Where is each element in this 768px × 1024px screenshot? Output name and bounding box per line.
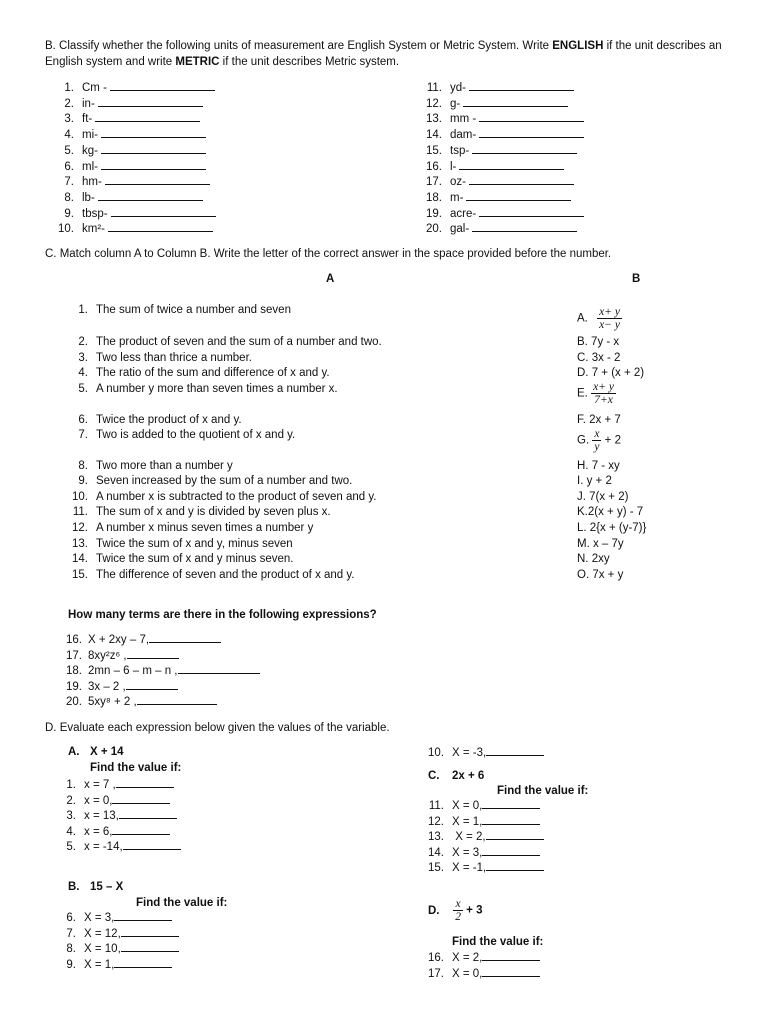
- item-number: 12.: [426, 97, 442, 110]
- expr-d: [428, 898, 482, 923]
- value-item: [60, 824, 170, 839]
- item-number: 19.: [66, 680, 82, 693]
- fraction: [592, 428, 601, 453]
- answer-blank[interactable]: [472, 143, 577, 154]
- match-item: [66, 459, 233, 473]
- unit-item: [52, 174, 210, 189]
- item-number: 17.: [428, 967, 444, 980]
- item-number: 2.: [78, 336, 88, 348]
- match-item: [66, 568, 355, 582]
- item-number: 1.: [78, 304, 88, 316]
- answer-blank[interactable]: [119, 808, 177, 819]
- item-number: 10.: [58, 223, 74, 236]
- answer-blank[interactable]: [116, 777, 174, 788]
- answer-blank[interactable]: [112, 793, 170, 804]
- answer-blank[interactable]: [137, 694, 217, 705]
- item-number: 4.: [78, 367, 88, 379]
- item-number: 3.: [78, 352, 88, 364]
- part-d-instructions: D. Evaluate each expression below given the values of the variable.: [45, 722, 390, 734]
- part-b-instructions: [45, 38, 735, 70]
- item-number: 6.: [66, 912, 76, 924]
- value-item: [60, 957, 172, 972]
- part-c-instructions: C. Match column A to Column B. Write the letter of the correct answer in the space provided before the number.: [45, 248, 612, 260]
- answer-blank[interactable]: [98, 190, 203, 201]
- item-text: mm -: [450, 113, 477, 126]
- instruction-text: if the unit describes an English system and write: [45, 40, 722, 68]
- item-text: X = 3,: [452, 846, 483, 859]
- terms-heading: How many terms are there in the following expressions?: [68, 609, 377, 621]
- item-text: 5xy⁸ + 2 ,: [88, 696, 137, 708]
- item-text: The ratio of the sum and difference of x and y.: [96, 367, 330, 379]
- item-text: Two more than a number y: [96, 460, 233, 472]
- column-a-heading: A: [326, 273, 335, 285]
- item-number: 9.: [64, 207, 74, 220]
- unit-item: [52, 143, 206, 158]
- value-item: [424, 860, 544, 875]
- expr-text: X + 14: [90, 746, 124, 758]
- find-value-heading: Find the value if:: [136, 897, 228, 909]
- item-number: 17.: [66, 649, 82, 662]
- value-item: [424, 950, 540, 965]
- expression-tail: + 2: [604, 434, 621, 447]
- answer-a: [577, 306, 622, 331]
- fraction: [453, 898, 463, 923]
- answer-blank[interactable]: [126, 679, 178, 690]
- item-number: 15.: [72, 569, 88, 581]
- item-number: 7.: [78, 429, 88, 441]
- value-item: [60, 839, 181, 854]
- value-item: [424, 845, 540, 860]
- item-text: Two is added to the quotient of x and y.: [96, 429, 296, 441]
- value-item: [424, 829, 544, 844]
- item-number: 14.: [72, 553, 88, 565]
- answer-blank[interactable]: [127, 648, 179, 659]
- match-item: [66, 428, 295, 442]
- item-text: x = 7 ,: [84, 779, 116, 791]
- answer-blank[interactable]: [114, 910, 172, 921]
- term-item: [66, 679, 178, 694]
- answer-b: B. 7y - x: [577, 336, 620, 348]
- term-item: [66, 694, 217, 709]
- item-text: Twice the sum of x and y minus seven.: [96, 553, 294, 565]
- find-value-heading: Find the value if:: [90, 762, 182, 774]
- answer-blank[interactable]: [482, 845, 540, 856]
- item-text: kg-: [82, 144, 98, 157]
- item-number: 4.: [64, 129, 74, 142]
- value-item: [60, 808, 177, 823]
- item-number: 18.: [66, 665, 82, 677]
- answer-d: D. 7 + (x + 2): [577, 367, 645, 379]
- item-text: The sum of x and y is divided by seven plus x.: [96, 506, 331, 518]
- fraction: [597, 306, 622, 331]
- item-number: 13.: [426, 113, 442, 126]
- answer-label: A.: [577, 312, 588, 325]
- item-text: Twice the sum of x and y, minus seven: [96, 538, 293, 550]
- item-number: 6.: [78, 414, 88, 426]
- expr-text: 2x + 6: [452, 770, 485, 782]
- answer-c: C. 3x - 2: [577, 352, 621, 364]
- answer-blank[interactable]: [486, 829, 544, 840]
- item-number: 9.: [78, 475, 88, 487]
- unit-item: [52, 80, 215, 95]
- answer-blank[interactable]: [482, 814, 540, 825]
- item-text: hm-: [82, 176, 102, 189]
- expr-c: [428, 769, 484, 783]
- term-item: [66, 632, 221, 647]
- item-text: Seven increased by the sum of a number and two.: [96, 475, 353, 487]
- expr-label: A.: [68, 746, 80, 758]
- answer-l: L. 2{x + (y-7)}: [577, 522, 647, 534]
- item-number: 8.: [64, 191, 74, 204]
- unit-item: [420, 127, 584, 142]
- unit-item: [420, 80, 574, 95]
- match-item: [66, 490, 376, 504]
- item-number: 4.: [66, 825, 76, 838]
- match-item: [66, 366, 330, 380]
- item-text: The difference of seven and the product of x and y.: [96, 569, 355, 581]
- item-number: 9.: [66, 958, 76, 971]
- item-number: 12.: [72, 522, 88, 534]
- answer-blank[interactable]: [178, 663, 260, 674]
- value-item: [60, 777, 174, 792]
- match-item: [66, 413, 242, 427]
- match-item: [66, 474, 352, 488]
- item-text: x = 6,: [84, 825, 113, 838]
- item-text: in-: [82, 97, 95, 110]
- item-text: Cm -: [82, 82, 107, 94]
- item-number: 11.: [426, 82, 442, 94]
- answer-blank[interactable]: [108, 221, 213, 232]
- instruction-text: if the unit describes Metric system.: [219, 56, 400, 68]
- answer-blank[interactable]: [469, 80, 574, 91]
- unit-item: [420, 221, 577, 236]
- unit-item: [52, 159, 206, 174]
- value-item: [60, 793, 170, 808]
- expr-label: B.: [68, 881, 80, 893]
- item-text: ml-: [82, 160, 98, 173]
- denominator: 2: [455, 911, 461, 923]
- item-text: 3x – 2 ,: [88, 680, 126, 693]
- item-text: 8xy²z⁶ ,: [88, 649, 127, 662]
- denominator: y: [594, 441, 600, 453]
- answer-blank[interactable]: [486, 860, 544, 871]
- answer-blank[interactable]: [98, 96, 203, 107]
- item-text: mi-: [82, 129, 98, 142]
- match-item: [66, 335, 382, 349]
- value-item: [60, 941, 179, 956]
- item-number: 14.: [426, 129, 442, 142]
- match-item: [66, 382, 338, 396]
- value-item: [424, 814, 540, 829]
- answer-j: J. 7(x + 2): [577, 491, 629, 503]
- item-text: X = 0,: [452, 967, 483, 980]
- numerator: x: [594, 428, 600, 440]
- item-number: 12.: [428, 815, 444, 828]
- item-text: km²-: [82, 223, 105, 236]
- expr-text: 15 – X: [90, 881, 124, 893]
- answer-h: H. 7 - xy: [577, 460, 620, 472]
- term-item: [66, 663, 260, 678]
- item-text: The product of seven and the sum of a number and two.: [96, 336, 382, 348]
- item-text: x = 0,: [84, 794, 113, 807]
- item-number: 16.: [66, 634, 82, 646]
- keyword-metric: METRIC: [175, 56, 220, 68]
- item-number: 1.: [64, 82, 74, 94]
- unit-item: [420, 111, 584, 126]
- answer-label: E.: [577, 387, 588, 400]
- match-item: [66, 505, 331, 519]
- answer-blank[interactable]: [466, 190, 571, 201]
- match-item: [66, 552, 294, 566]
- expr-b: [68, 880, 123, 894]
- answer-blank[interactable]: [463, 96, 568, 107]
- item-number: 5.: [66, 841, 76, 854]
- item-number: 5.: [64, 144, 74, 157]
- unit-item: [420, 174, 574, 189]
- item-text: X = -3,: [452, 747, 487, 759]
- answer-n: N. 2xy: [577, 553, 610, 565]
- value-item: [60, 910, 172, 925]
- denominator: 7+x: [594, 394, 613, 406]
- value-item: [424, 966, 540, 981]
- answer-blank[interactable]: [482, 798, 540, 809]
- answer-blank[interactable]: [479, 206, 584, 217]
- item-number: 10.: [72, 491, 88, 503]
- answer-blank[interactable]: [123, 839, 181, 850]
- answer-blank[interactable]: [121, 941, 179, 952]
- item-text: yd-: [450, 82, 466, 94]
- answer-blank[interactable]: [110, 80, 215, 91]
- item-text: X = 10,: [84, 943, 121, 956]
- item-text: m-: [450, 191, 464, 204]
- item-text: Twice the product of x and y.: [96, 414, 242, 426]
- answer-blank[interactable]: [114, 957, 172, 968]
- answer-blank[interactable]: [121, 926, 179, 937]
- answer-label: G.: [577, 434, 590, 447]
- item-text: tbsp-: [82, 207, 108, 220]
- item-text: X = 1,: [452, 815, 483, 828]
- answer-e: [577, 381, 616, 406]
- item-number: 10.: [428, 747, 444, 759]
- unit-item: [420, 143, 577, 158]
- item-number: 11.: [428, 800, 444, 812]
- answer-o: O. 7x + y: [577, 569, 624, 581]
- item-number: 16.: [426, 160, 442, 173]
- answer-blank[interactable]: [482, 950, 540, 961]
- answer-blank[interactable]: [101, 143, 206, 154]
- numerator: x+ y: [593, 381, 614, 393]
- unit-item: [420, 96, 568, 111]
- item-text: l-: [450, 160, 457, 173]
- item-text: x = 13,: [84, 810, 119, 823]
- answer-blank[interactable]: [101, 127, 206, 138]
- item-number: 13.: [72, 538, 88, 550]
- answer-g: [577, 428, 621, 453]
- expr-label: C.: [428, 770, 440, 782]
- item-text: A number y more than seven times a number x.: [96, 383, 338, 395]
- item-text: 2mn – 6 – m – n ,: [88, 665, 178, 677]
- item-text: A number x minus seven times a number y: [96, 522, 314, 534]
- unit-item: [52, 111, 200, 126]
- keyword-english: ENGLISH: [552, 40, 604, 52]
- item-number: 3.: [64, 113, 74, 126]
- item-text: dam-: [450, 129, 477, 142]
- answer-blank[interactable]: [95, 111, 200, 122]
- item-text: oz-: [450, 176, 466, 189]
- item-text: acre-: [450, 207, 477, 220]
- item-number: 8.: [78, 460, 88, 472]
- find-value-heading: Find the value if:: [497, 785, 589, 797]
- item-number: 8.: [66, 943, 76, 956]
- expr-a: [68, 745, 124, 759]
- term-item: [66, 648, 179, 663]
- answer-blank[interactable]: [469, 174, 574, 185]
- answer-f: F. 2x + 7: [577, 414, 621, 426]
- answer-blank[interactable]: [482, 966, 540, 977]
- item-number: 20.: [66, 696, 82, 708]
- find-value-heading: Find the value if:: [452, 936, 544, 948]
- item-number: 16.: [428, 952, 444, 964]
- item-text: X = 3,: [84, 912, 115, 924]
- answer-k: K.2(x + y) - 7: [577, 506, 644, 518]
- item-text: A number x is subtracted to the product of seven and y.: [96, 491, 377, 503]
- match-item: [66, 537, 293, 551]
- item-10: [428, 745, 544, 760]
- item-number: 2.: [66, 794, 76, 807]
- item-number: 7.: [64, 176, 74, 189]
- answer-blank[interactable]: [479, 111, 584, 122]
- item-number: 14.: [428, 846, 444, 859]
- answer-blank[interactable]: [111, 206, 216, 217]
- unit-item: [420, 190, 571, 205]
- item-number: 7.: [66, 927, 76, 940]
- item-text: The sum of twice a number and seven: [96, 304, 291, 316]
- match-item: [66, 521, 313, 535]
- unit-item: [420, 159, 564, 174]
- unit-item: [52, 96, 203, 111]
- answer-blank[interactable]: [479, 127, 584, 138]
- item-text: ft-: [82, 113, 93, 126]
- answer-blank[interactable]: [149, 632, 221, 643]
- answer-blank[interactable]: [472, 221, 577, 232]
- item-number: 2.: [64, 97, 74, 110]
- item-text: x = -14,: [84, 841, 123, 854]
- item-number: 13.: [428, 831, 444, 844]
- unit-item: [52, 190, 203, 205]
- item-text: X = -1,: [452, 862, 487, 875]
- instruction-text: B. Classify whether the following units of measurement are English System or Metric System. Write: [45, 40, 553, 52]
- item-text: X + 2xy – 7,: [88, 634, 150, 646]
- unit-item: [420, 206, 584, 221]
- item-number: 20.: [426, 223, 442, 236]
- answer-blank[interactable]: [105, 174, 210, 185]
- item-number: 1.: [66, 779, 76, 791]
- item-text: gal-: [450, 223, 470, 236]
- item-number: 17.: [426, 176, 442, 189]
- unit-item: [52, 127, 206, 142]
- item-number: 18.: [426, 191, 442, 204]
- unit-item: [52, 206, 216, 221]
- numerator: x+ y: [599, 306, 620, 318]
- item-number: 19.: [426, 207, 442, 220]
- item-text: X = 12,: [84, 927, 121, 940]
- item-text: tsp-: [450, 144, 470, 157]
- expression-tail: + 3: [466, 904, 483, 917]
- numerator: x: [453, 898, 463, 911]
- column-b-heading: B: [632, 273, 641, 285]
- denominator: x− y: [599, 319, 620, 331]
- match-item: [66, 303, 291, 317]
- item-text: X = 1,: [84, 958, 115, 971]
- answer-blank[interactable]: [486, 745, 544, 756]
- item-text: X = 2,: [452, 952, 483, 964]
- answer-blank[interactable]: [459, 159, 564, 170]
- answer-m: M. x – 7y: [577, 538, 624, 550]
- item-number: 15.: [428, 862, 444, 875]
- value-item: [424, 798, 540, 813]
- item-number: 11.: [72, 506, 88, 518]
- item-text: X = 2,: [452, 831, 486, 844]
- item-number: 6.: [64, 160, 74, 173]
- item-number: 5.: [78, 383, 88, 395]
- item-text: g-: [450, 97, 461, 110]
- answer-blank[interactable]: [101, 159, 206, 170]
- unit-item: [52, 221, 213, 236]
- item-number: 15.: [426, 144, 442, 157]
- item-text: Two less than thrice a number.: [96, 352, 252, 364]
- answer-i: I. y + 2: [577, 475, 612, 487]
- value-item: [60, 926, 179, 941]
- match-item: [66, 351, 252, 365]
- item-text: X = 0,: [452, 800, 483, 812]
- answer-blank[interactable]: [112, 824, 170, 835]
- item-number: 3.: [66, 810, 76, 823]
- fraction: [591, 381, 616, 406]
- expr-label: D.: [428, 904, 440, 917]
- item-text: lb-: [82, 191, 95, 204]
